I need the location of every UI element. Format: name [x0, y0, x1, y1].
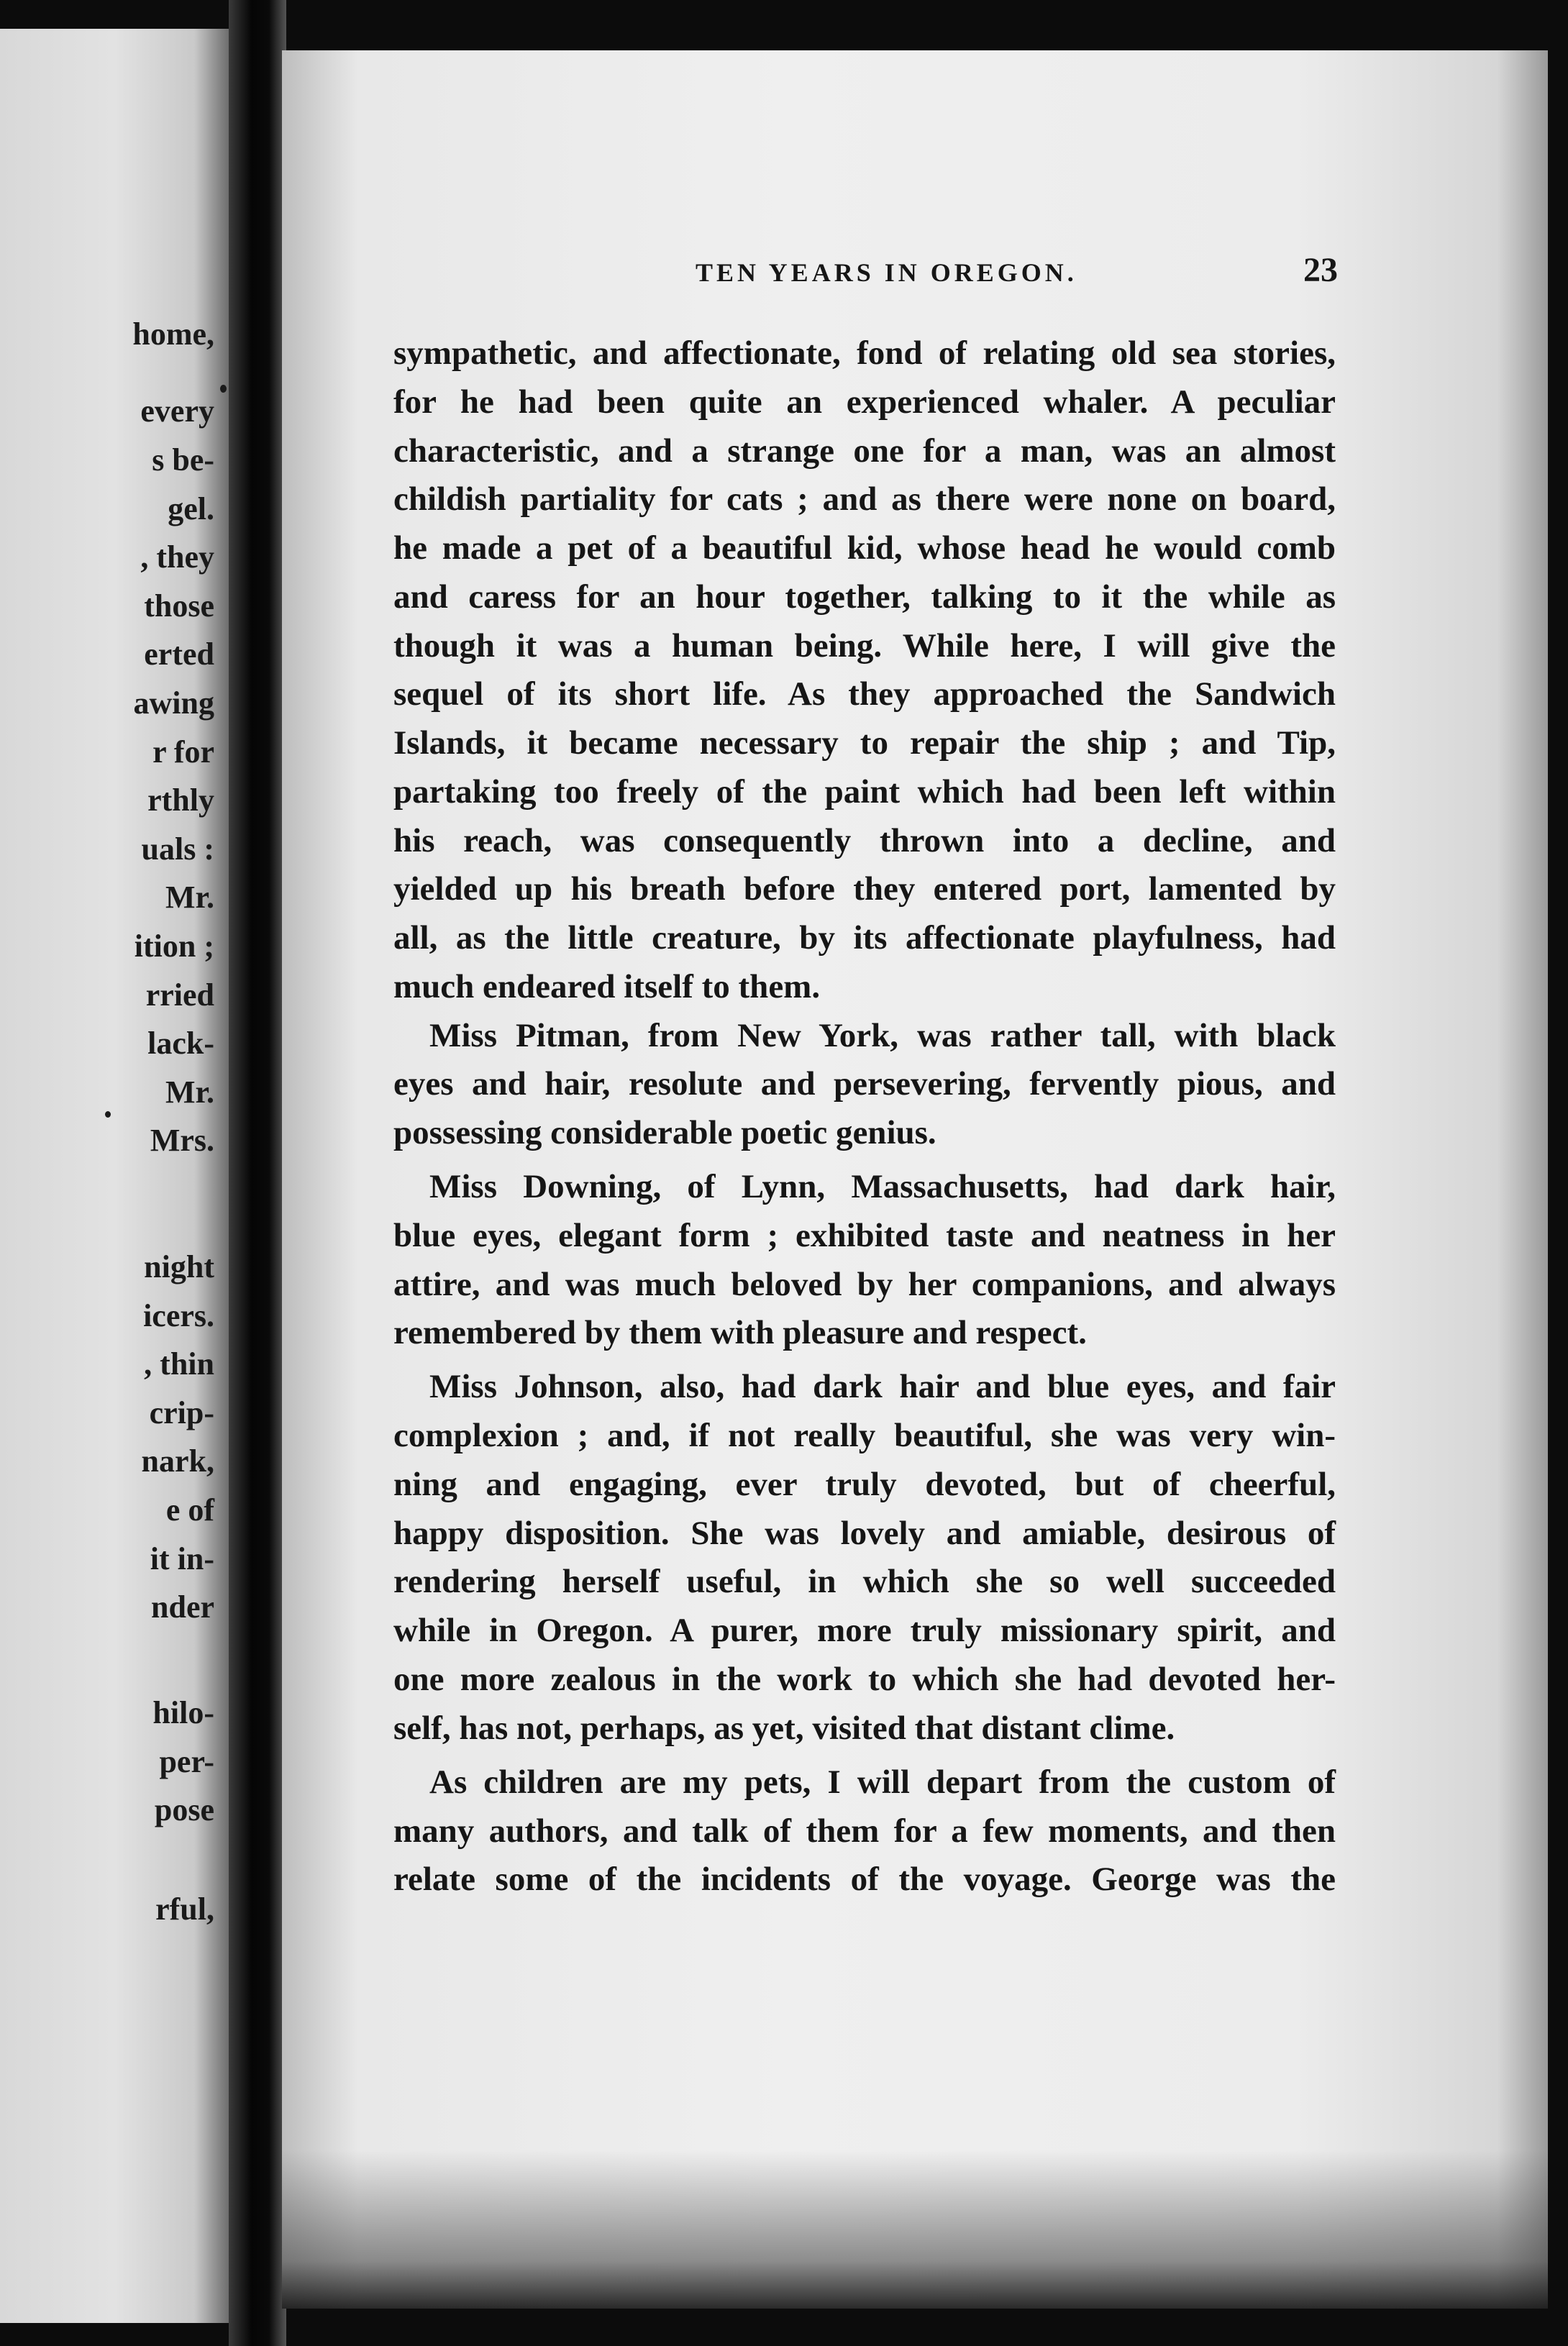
text-line: sequel of its short life. As they approached the Sandwich	[393, 675, 1336, 713]
facing-page	[0, 29, 229, 2323]
text-line: happy disposition. She was lovely and amiable, desirous of	[393, 1515, 1336, 1552]
text-line: relate some of the incidents of the voyage. George was the	[393, 1861, 1336, 1898]
text-line: and caress for an hour together, talking to it the while as	[393, 578, 1336, 616]
facing-line: uals :	[141, 831, 214, 867]
facing-line: s be-	[152, 442, 214, 478]
facing-line: night	[144, 1249, 214, 1284]
facing-line: Mrs.	[150, 1123, 214, 1158]
text-line: characteristic, and a strange one for a man, was an almost	[393, 432, 1336, 470]
facing-line: , they	[140, 539, 214, 575]
text-line: much endeared itself to them.	[393, 968, 821, 1005]
text-line: Islands, it became necessary to repair the ship ; and Tip,	[393, 724, 1336, 762]
text-line: sympathetic, and affectionate, fond of relating old sea stories,	[393, 334, 1336, 372]
text-line: he made a pet of a beautiful kid, whose head he would comb	[393, 529, 1336, 567]
text-line: rendering herself useful, in which she so well succeeded	[393, 1563, 1336, 1600]
ink-speck	[105, 1111, 111, 1118]
facing-line: , thin	[144, 1346, 214, 1382]
text-line: blue eyes, elegant form ; exhibited taste and neatness in her	[393, 1217, 1336, 1254]
text-line: ning and engaging, ever truly devoted, but of cheerful,	[393, 1466, 1336, 1503]
facing-line: rthly	[147, 782, 214, 818]
facing-line: hilo-	[152, 1695, 214, 1730]
text-line: As children are my pets, I will depart from the custom of	[429, 1763, 1336, 1801]
facing-line: Mr.	[165, 880, 214, 915]
text-line: self, has not, perhaps, as yet, visited that distant clime.	[393, 1710, 1175, 1747]
facing-line: icers.	[143, 1298, 214, 1333]
facing-line: crip-	[149, 1395, 214, 1430]
text-line: eyes and hair, resolute and persevering, fervently pious, and	[393, 1065, 1336, 1103]
facing-line: ition ;	[134, 928, 214, 964]
text-line: though it was a human being. While here, I will give the	[393, 627, 1336, 665]
text-line: his reach, was consequently thrown into a decline, and	[393, 822, 1336, 859]
text-line: partaking too freely of the paint which had been left within	[393, 773, 1336, 811]
facing-line: nark,	[141, 1443, 214, 1479]
ink-speck	[220, 385, 227, 393]
facing-line: per-	[159, 1744, 214, 1779]
page-number: 23	[1303, 251, 1338, 289]
facing-line: r for	[152, 734, 214, 770]
facing-line: gel.	[168, 491, 214, 526]
book-page	[282, 50, 1548, 2309]
facing-line: rried	[145, 977, 214, 1013]
text-line: yielded up his breath before they entered port, lamented by	[393, 870, 1336, 908]
text-line: childish partiality for cats ; and as there were none on board,	[393, 480, 1336, 518]
facing-line: erted	[144, 636, 214, 672]
text-line: attire, and was much beloved by her companions, and always	[393, 1266, 1336, 1303]
text-line: Miss Downing, of Lynn, Massachusetts, had dark hair,	[429, 1168, 1336, 1205]
book-gutter	[229, 0, 286, 2346]
facing-line: those	[144, 588, 214, 624]
facing-line: it in-	[150, 1541, 214, 1576]
facing-line: Mr.	[165, 1074, 214, 1110]
facing-line: lack-	[147, 1026, 214, 1061]
facing-line: e of	[165, 1492, 214, 1528]
facing-line: home,	[132, 316, 214, 352]
text-line: Miss Johnson, also, had dark hair and blue eyes, and fair	[429, 1368, 1336, 1405]
facing-line: rful,	[155, 1891, 214, 1927]
facing-line: nder	[151, 1589, 214, 1625]
text-line: while in Oregon. A purer, more truly missionary spirit, and	[393, 1612, 1336, 1649]
facing-line: pose	[154, 1792, 214, 1827]
text-line: remembered by them with pleasure and respect.	[393, 1314, 1087, 1351]
text-line: many authors, and talk of them for a few moments, and then	[393, 1812, 1336, 1850]
text-line: one more zealous in the work to which she had devoted her-	[393, 1661, 1336, 1698]
facing-line: awing	[133, 685, 214, 721]
text-line: complexion ; and, if not really beautiful, she was very win-	[393, 1417, 1336, 1454]
text-line: for he had been quite an experienced whaler. A peculiar	[393, 383, 1336, 421]
text-line: all, as the little creature, by its affectionate playfulness, had	[393, 919, 1336, 957]
facing-line: every	[140, 393, 214, 429]
running-head: TEN YEARS IN OREGON.	[696, 258, 1077, 287]
text-line: Miss Pitman, from New York, was rather tall, with black	[429, 1017, 1336, 1054]
text-line: possessing considerable poetic genius.	[393, 1114, 936, 1151]
